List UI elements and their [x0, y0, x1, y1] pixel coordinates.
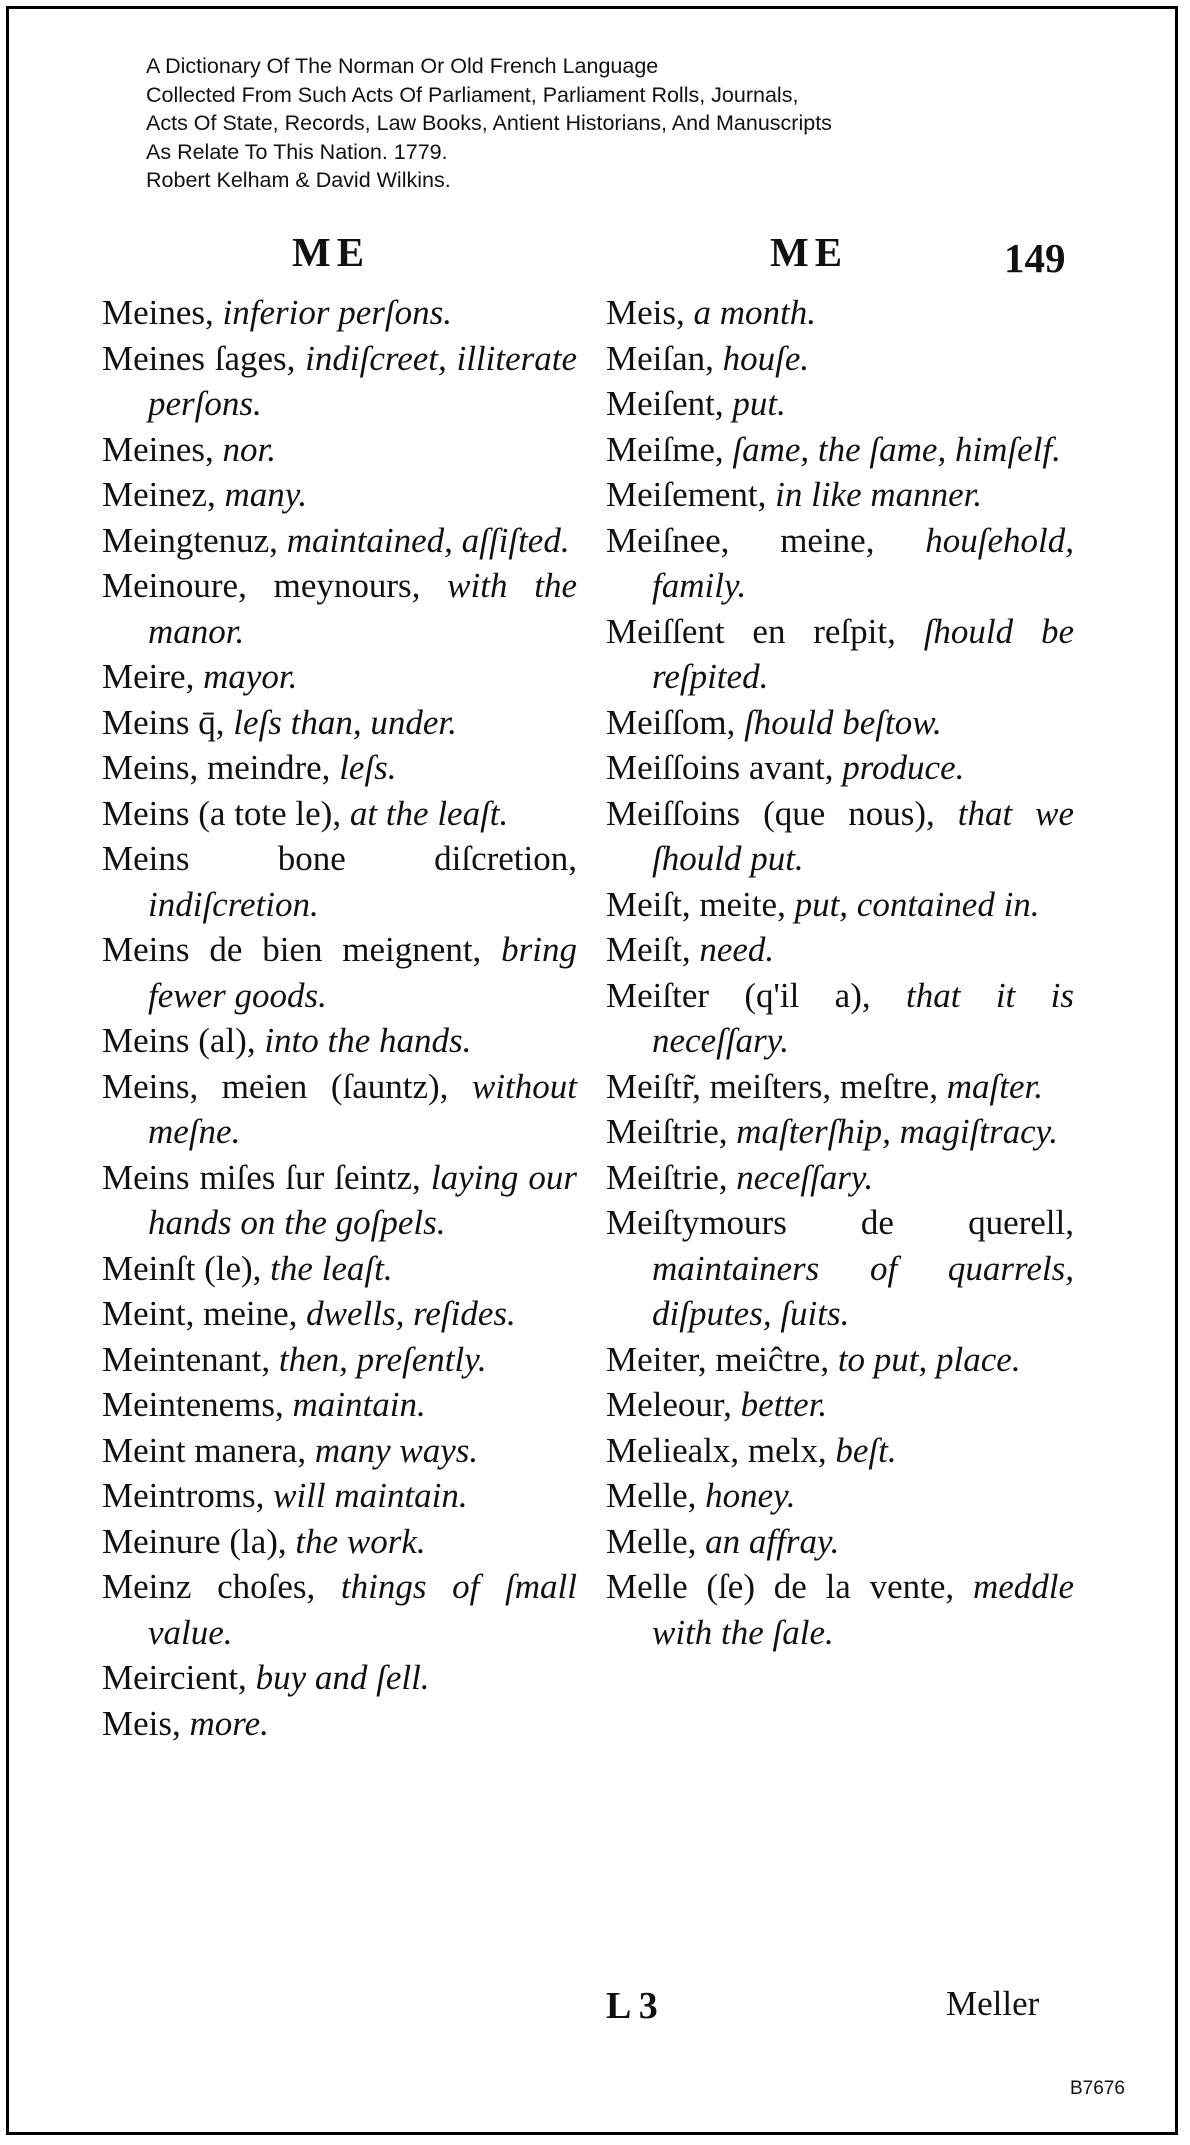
entry-term: Meis, — [606, 293, 685, 332]
entry-gloss: buy and ſell. — [255, 1658, 430, 1697]
entry-term: Meint manera, — [102, 1430, 307, 1470]
dictionary-entry — [606, 745, 1074, 791]
entry-term: Meiſtrie, — [606, 1157, 728, 1197]
dictionary-entry — [102, 791, 577, 837]
entry-term: Meins (al), — [102, 1021, 256, 1060]
entry-gloss: indiſcreet, illiterate perſons. — [148, 338, 578, 423]
entry-gloss: produce. — [842, 748, 965, 787]
entry-term: Meintenant, — [102, 1339, 271, 1379]
entry-gloss: nor. — [222, 429, 277, 469]
entry-gloss: houſehold, family. — [652, 520, 1074, 605]
dictionary-entry — [606, 1564, 1074, 1655]
entry-gloss: ſhould beſtow. — [744, 702, 942, 742]
dictionary-entry — [102, 1564, 577, 1655]
dictionary-entry — [102, 427, 577, 473]
entry-term: Meiſent, — [606, 384, 724, 423]
dictionary-entry — [102, 700, 577, 746]
header-line: As Relate To This Nation. 1779. — [146, 139, 448, 164]
header-line: Collected From Such Acts Of Parliament, Parliament Rolls, Journals, — [146, 82, 799, 107]
entry-gloss: meddle with the ſale. — [652, 1567, 1075, 1652]
running-head-left: ME — [292, 229, 371, 275]
entry-gloss: many ways. — [314, 1430, 479, 1470]
left-column — [102, 290, 577, 1746]
entry-gloss: need. — [699, 930, 775, 969]
entry-gloss: a month. — [693, 293, 816, 332]
dictionary-entry — [102, 1519, 577, 1565]
entry-term: Meins, meien (ſauntz), — [102, 1066, 449, 1106]
entry-term: Meiſſoins (que nous), — [606, 793, 935, 833]
entry-term: Meins bone diſcretion, — [102, 839, 577, 878]
dictionary-entry — [102, 1655, 577, 1701]
entry-term: Meiſtr̃, meiſters, meſtre, — [606, 1066, 938, 1106]
dictionary-entry — [606, 1337, 1074, 1383]
entry-term: Meins miſes ſur ſeintz, — [102, 1157, 421, 1197]
dictionary-entry — [606, 472, 1074, 518]
entry-term: Meiſme, — [606, 429, 724, 469]
entry-term: Meinure (la), — [102, 1521, 287, 1561]
entry-term: Meins, meindre, — [102, 748, 331, 787]
entry-term: Meint, meine, — [102, 1294, 298, 1333]
entry-term: Meiſſom, — [606, 702, 736, 742]
entry-term: Meis, — [102, 1703, 181, 1743]
dictionary-entry — [102, 1428, 577, 1474]
dictionary-entry — [102, 1291, 577, 1337]
catchword: Meller — [946, 1984, 1040, 2023]
dictionary-entry — [606, 700, 1074, 746]
entry-gloss: that we ſhould put. — [652, 793, 1075, 878]
dictionary-entry — [102, 1701, 577, 1747]
dictionary-entry — [102, 1337, 577, 1383]
dictionary-entry — [102, 472, 577, 518]
entry-gloss: maintain. — [292, 1385, 426, 1424]
entry-term: Meins (a tote le), — [102, 793, 342, 833]
entry-gloss: ſame, the ſame, himſelf. — [732, 429, 1061, 469]
entry-term: Meiſnee, meine, — [606, 520, 875, 560]
entry-gloss: to put, place. — [837, 1339, 1021, 1379]
entry-term: Meintroms, — [102, 1476, 265, 1515]
entry-term: Meins de bien meignent, — [102, 930, 482, 969]
dictionary-entry — [606, 1519, 1074, 1565]
header-line: Robert Kelham & David Wilkins. — [146, 168, 451, 192]
entry-gloss: mayor. — [203, 657, 298, 696]
entry-gloss: dwells, reſides. — [306, 1294, 516, 1333]
document-header — [146, 52, 832, 195]
entry-gloss: houſe. — [722, 338, 810, 378]
entry-gloss: honey. — [705, 1476, 796, 1515]
dictionary-entry — [102, 1155, 577, 1246]
entry-gloss: maſter. — [946, 1066, 1043, 1106]
entry-gloss: that it is neceſſary. — [652, 975, 1074, 1060]
dictionary-entry — [102, 1473, 577, 1519]
entry-gloss: ſhould be reſpited. — [652, 611, 1075, 696]
dictionary-entry — [102, 745, 577, 791]
entry-gloss: will maintain. — [273, 1476, 468, 1515]
dictionary-entry — [102, 1246, 577, 1292]
entry-gloss: at the leaſt. — [349, 793, 509, 833]
entry-term: Meiſtymours de querell, — [606, 1203, 1074, 1242]
dictionary-entry — [606, 1200, 1074, 1337]
entry-gloss: neceſſary. — [736, 1157, 874, 1197]
entry-term: Meinoure, meynours, — [102, 566, 421, 605]
entry-term: Meire, — [102, 657, 195, 696]
dictionary-entry — [606, 791, 1074, 882]
dictionary-entry — [606, 1064, 1074, 1110]
entry-gloss: indiſcretion. — [148, 884, 319, 924]
signature-mark: L 3 — [606, 1985, 658, 2027]
dictionary-entry — [102, 563, 577, 654]
header-line: A Dictionary Of The Norman Or Old French Language — [146, 54, 659, 78]
entry-term: Meiter, meiĉtre, — [606, 1339, 830, 1379]
entry-gloss: the leaſt. — [270, 1248, 393, 1288]
dictionary-entry — [102, 1064, 577, 1155]
entry-gloss: maintained, aſſiſted. — [286, 520, 570, 560]
entry-gloss: without meſne. — [148, 1066, 577, 1151]
dictionary-entry — [102, 654, 577, 700]
dictionary-entry — [606, 882, 1074, 928]
entry-gloss: put, contained in. — [794, 884, 1040, 924]
page-number: 149 — [1004, 235, 1066, 281]
running-head-right: ME — [770, 229, 849, 275]
dictionary-entry — [606, 518, 1074, 609]
entry-term: Melle (ſe) de la vente, — [606, 1567, 955, 1606]
entry-term: Meines, — [102, 293, 214, 332]
dictionary-entry — [102, 836, 577, 927]
entry-term: Meiſſoins avant, — [606, 748, 834, 787]
entry-term: Meiſan, — [606, 338, 714, 378]
entry-gloss: more. — [189, 1703, 269, 1743]
dictionary-entry — [606, 1155, 1074, 1201]
entry-term: Meinez, — [102, 475, 216, 514]
entry-gloss: an affray. — [705, 1521, 840, 1561]
dictionary-entry — [606, 427, 1074, 473]
dictionary-entry — [606, 381, 1074, 427]
dictionary-entry — [606, 290, 1074, 336]
entry-term: Melle, — [606, 1521, 697, 1561]
entry-term: Meinſt (le), — [102, 1248, 262, 1288]
entry-term: Melle, — [606, 1476, 697, 1515]
entry-term: Meiſter (q'il a), — [606, 975, 871, 1015]
entry-gloss: leſs than, under. — [233, 702, 457, 742]
dictionary-entry — [606, 1109, 1074, 1155]
dictionary-entry — [102, 290, 577, 336]
dictionary-entry — [606, 609, 1074, 700]
entry-gloss: things of ſmall value. — [148, 1567, 577, 1652]
dictionary-entry — [606, 927, 1074, 973]
entry-term: Meliealx, melx, — [606, 1430, 827, 1470]
catalog-number: B7676 — [1070, 2078, 1125, 2099]
entry-gloss: beſt. — [835, 1430, 897, 1470]
entry-gloss: bring fewer goods. — [148, 930, 577, 1015]
entry-term: Meircient, — [102, 1658, 247, 1697]
entry-gloss: then, preſently. — [278, 1339, 487, 1379]
entry-term: Meleour, — [606, 1385, 732, 1424]
entry-term: Meines, — [102, 429, 214, 469]
right-column — [606, 290, 1074, 1655]
dictionary-entry — [606, 336, 1074, 382]
entry-gloss: maſterſhip, magiſtracy. — [736, 1112, 1059, 1151]
dictionary-entry — [606, 1382, 1074, 1428]
entry-term: Meiſtrie, — [606, 1112, 728, 1151]
header-line: Acts Of State, Records, Law Books, Antient Historians, And Manuscripts — [146, 111, 832, 135]
entry-term: Meinz choſes, — [102, 1567, 316, 1606]
entry-term: Meiſt, meite, — [606, 884, 786, 924]
dictionary-entry — [102, 1018, 577, 1064]
entry-gloss: put. — [732, 384, 786, 423]
dictionary-entry — [606, 1428, 1074, 1474]
entry-term: Meintenems, — [102, 1385, 284, 1424]
entry-gloss: in like manner. — [775, 475, 983, 514]
entry-term: Meiſement, — [606, 475, 767, 514]
entry-term: Meins q̄, — [102, 702, 225, 742]
dictionary-entry — [102, 336, 577, 427]
dictionary-entry — [606, 973, 1074, 1064]
entry-gloss: leſs. — [339, 748, 397, 787]
entry-gloss: better. — [740, 1385, 828, 1424]
entry-term: Meiſſent en reſpit, — [606, 611, 896, 651]
entry-gloss: many. — [224, 475, 308, 514]
entry-gloss: with the manor. — [148, 566, 577, 651]
entry-gloss: inferior perſons. — [222, 293, 452, 332]
dictionary-entry — [102, 518, 577, 564]
entry-gloss: laying our hands on the goſpels. — [148, 1157, 578, 1242]
dictionary-entry — [102, 927, 577, 1018]
dictionary-entry — [606, 1473, 1074, 1519]
entry-gloss: maintainers of quarrels, diſputes, ſuits. — [652, 1248, 1074, 1333]
entry-term: Meiſt, — [606, 930, 691, 969]
entry-term: Meingtenuz, — [102, 520, 278, 560]
entry-gloss: the work. — [295, 1521, 426, 1561]
entry-term: Meines ſages, — [102, 338, 296, 378]
entry-gloss: into the hands. — [264, 1021, 472, 1060]
dictionary-entry — [102, 1382, 577, 1428]
